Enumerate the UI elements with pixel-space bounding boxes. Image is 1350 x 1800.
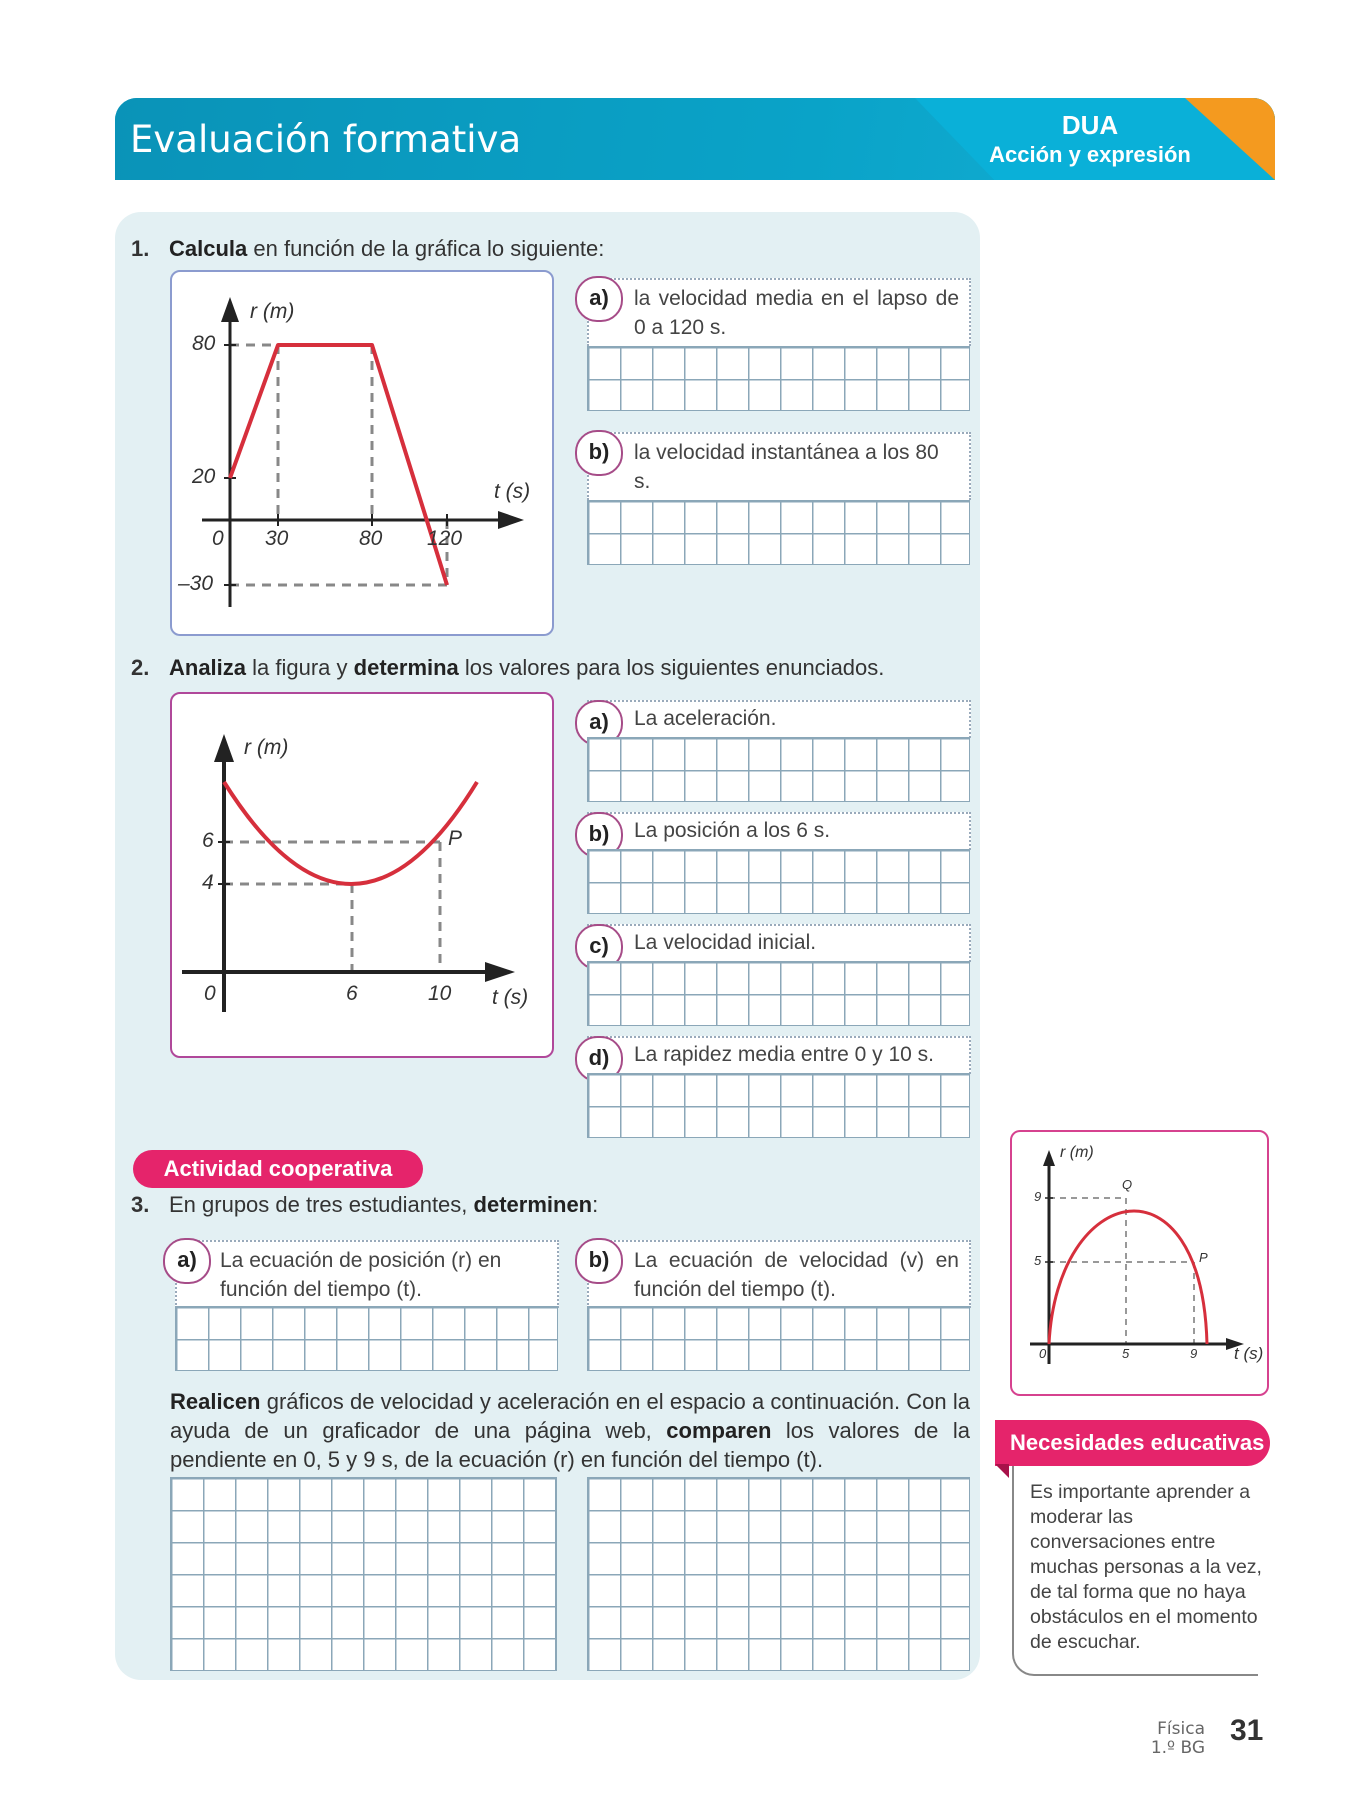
q1-xtick: 30 xyxy=(265,527,289,550)
q2-a-letter: a) xyxy=(575,700,623,746)
q2-xtick: 10 xyxy=(428,982,452,1005)
question-1-prompt: Calcula en función de la gráfica lo siguiente: xyxy=(169,236,605,261)
q1-a-letter: a) xyxy=(575,276,623,322)
q2-d-answer-grid[interactable] xyxy=(587,1073,970,1138)
q2-b-letter: b) xyxy=(575,812,623,858)
q3-b-letter: b) xyxy=(575,1238,623,1284)
q1-b-prompt: la velocidad instantánea a los 80 s. xyxy=(587,432,971,500)
q2-graph xyxy=(170,692,554,1058)
side-graph-ytick: 5 xyxy=(1034,1253,1042,1268)
q2-xlabel: t (s) xyxy=(492,986,529,1009)
side-graph-xtick: 9 xyxy=(1190,1346,1198,1361)
q1-xtick: 0 xyxy=(212,527,224,550)
q2-c-answer-grid[interactable] xyxy=(587,961,970,1026)
q3-a-letter: a) xyxy=(163,1238,211,1284)
q2-point-label: P xyxy=(448,827,463,850)
tag-fold xyxy=(995,1464,1009,1478)
q2-b-prompt: La posición a los 6 s. xyxy=(587,812,971,850)
q2-xtick: 0 xyxy=(204,982,216,1005)
q2-a-prompt: La aceleración. xyxy=(587,700,971,738)
q1-ytick: –30 xyxy=(178,572,214,595)
side-graph-ytick: 9 xyxy=(1034,1189,1042,1204)
q2-ytick: 4 xyxy=(202,871,214,894)
dua-label: DUA xyxy=(1061,110,1119,140)
q1-a-answer-grid[interactable] xyxy=(587,346,970,411)
q2-ytick: 6 xyxy=(202,829,214,852)
q2-xtick: 6 xyxy=(346,982,358,1005)
q2-a-answer-grid[interactable] xyxy=(587,737,970,802)
q3-a-answer-grid[interactable] xyxy=(175,1306,558,1371)
q1-xtick: 80 xyxy=(359,527,383,550)
acceleration-graph-grid[interactable] xyxy=(587,1477,970,1671)
dua-subtitle: Acción y expresión xyxy=(989,142,1191,167)
q2-d-prompt: La rapidez media entre 0 y 10 s. xyxy=(587,1036,971,1074)
q2-b-answer-grid[interactable] xyxy=(587,849,970,914)
q1-ytick: 20 xyxy=(192,465,216,488)
q1-xlabel: t (s) xyxy=(494,480,531,503)
q2-c-prompt: La velocidad inicial. xyxy=(587,924,971,962)
cooperative-activity-tag: Actividad cooperativa xyxy=(133,1150,423,1188)
side-graph-point-p: P xyxy=(1199,1250,1208,1265)
q1-ylabel: r (m) xyxy=(250,300,295,323)
question-2-number: 2. xyxy=(131,655,150,680)
footer-subject: Física 1.º BG xyxy=(1150,1719,1205,1758)
q2-ylabel: r (m) xyxy=(244,736,289,759)
side-graph-xtick: 0 xyxy=(1039,1346,1047,1361)
q1-a-prompt: la velocidad media en el lapso de 0 a 120 s. xyxy=(587,278,971,346)
velocity-graph-grid[interactable] xyxy=(170,1477,557,1671)
page-number: 31 xyxy=(1230,1714,1264,1747)
question-3-number: 3. xyxy=(131,1192,150,1217)
q1-b-letter: b) xyxy=(575,430,623,476)
q3-instructions: Realicen gráficos de velocidad y aceleración en el espacio a continuación. Con la ayuda de un graficador de una página web, comparen los valores de la pendiente en 0, 5 y 9 s, de la ecuación (r) en función del tiempo (t). xyxy=(170,1389,970,1472)
side-graph-ylabel: r (m) xyxy=(1060,1144,1094,1161)
q1-ytick: 80 xyxy=(192,332,216,355)
educational-needs-tag: Necesidades educativas xyxy=(995,1420,1270,1466)
question-3-prompt: En grupos de tres estudiantes, determinen: xyxy=(169,1192,599,1217)
educational-needs-text: Es importante aprender a moderar las conversaciones entre muchas personas a la vez, de tal forma que no haya obstáculos en el momento de escuchar. xyxy=(1030,1481,1262,1653)
side-graph-point-q: Q xyxy=(1122,1177,1133,1192)
question-2-prompt: Analiza la figura y determina los valores para los siguientes enunciados. xyxy=(169,655,885,680)
q2-c-letter: c) xyxy=(575,924,623,970)
q2-d-letter: d) xyxy=(575,1036,623,1082)
side-graph-xlabel: t (s) xyxy=(1234,1344,1264,1363)
question-1-number: 1. xyxy=(131,236,150,261)
q3-b-answer-grid[interactable] xyxy=(587,1306,970,1371)
side-graph-xtick: 5 xyxy=(1122,1346,1130,1361)
q1-xtick: 120 xyxy=(427,527,463,550)
q1-b-answer-grid[interactable] xyxy=(587,500,970,565)
side-graph xyxy=(1010,1130,1269,1396)
q3-a-prompt: La ecuación de posición (r) en función del tiempo (t). xyxy=(175,1240,559,1308)
q3-b-prompt: La ecuación de velocidad (v) en función del tiempo (t). xyxy=(587,1240,971,1308)
page-title: Evaluación formativa xyxy=(130,118,522,161)
q1-graph xyxy=(170,270,554,636)
